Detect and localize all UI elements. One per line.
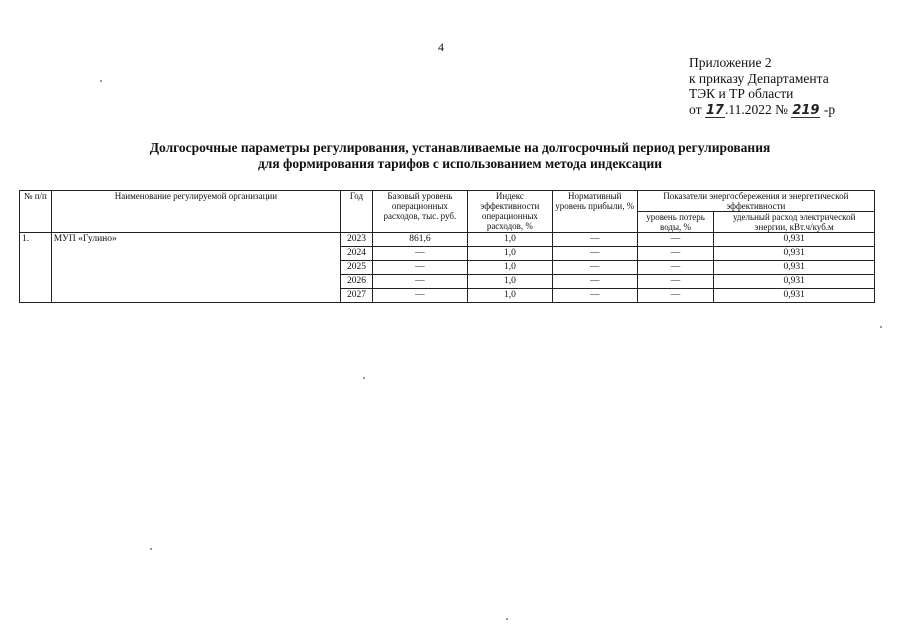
scan-speck [506, 618, 508, 620]
cell-electric: 0,931 [714, 275, 875, 289]
appendix-line-3: ТЭК и ТР области [689, 86, 794, 101]
org-number: 1. [20, 233, 52, 303]
cell-profit: — [552, 233, 637, 247]
header-num: № п/п [20, 191, 52, 233]
cell-year: 2026 [341, 275, 373, 289]
cell-profit: — [552, 247, 637, 261]
header-profit: Нормативный уровень прибыли, % [552, 191, 637, 233]
cell-index: 1,0 [467, 247, 552, 261]
appendix-line-1: Приложение 2 [689, 55, 772, 70]
appendix-block [689, 55, 835, 118]
cell-electric: 0,931 [714, 247, 875, 261]
cell-losses: — [637, 233, 714, 247]
handwritten-order-number: 219 [792, 102, 820, 118]
scan-speck [363, 377, 365, 379]
cell-electric: 0,931 [714, 233, 875, 247]
cell-profit: — [552, 275, 637, 289]
scan-speck [150, 548, 152, 550]
header-index: Индекс эффективности операционных расходов, % [467, 191, 552, 233]
header-org: Наименование регулируемой организации [51, 191, 340, 233]
header-losses: уровень потерь воды, % [637, 212, 714, 233]
cell-base: — [372, 275, 467, 289]
cell-losses: — [637, 261, 714, 275]
date-prefix: от [689, 101, 702, 117]
handwritten-day: 17 [705, 102, 724, 118]
header-energy-group: Показатели энергосбережения и энергетической эффективности [637, 191, 874, 212]
title-line-2: для формирования тарифов с использованием метода индексации [257, 156, 663, 171]
cell-year: 2025 [341, 261, 373, 275]
org-name: МУП «Гулино» [51, 233, 340, 303]
order-suffix: -р [823, 101, 836, 117]
header-base: Базовый уровень операционных расходов, тыс. руб. [372, 191, 467, 233]
cell-electric: 0,931 [714, 289, 875, 303]
header-electric: удельный расход электрической энергии, кВт.ч/куб.м [714, 212, 875, 233]
page-number: 4 [438, 40, 444, 54]
appendix-date-line [689, 102, 835, 118]
document-title [60, 140, 860, 172]
scan-speck [100, 80, 102, 82]
parameters-table [19, 190, 875, 303]
cell-base: — [372, 261, 467, 275]
cell-year: 2023 [341, 233, 373, 247]
cell-index: 1,0 [467, 261, 552, 275]
cell-year: 2027 [341, 289, 373, 303]
cell-profit: — [552, 261, 637, 275]
title-line-1: Долгосрочные параметры регулирования, устанавливаемые на долгосрочный период регулирования [149, 140, 771, 155]
cell-losses: — [637, 275, 714, 289]
cell-base: — [372, 247, 467, 261]
table-row [20, 233, 875, 247]
cell-base: — [372, 289, 467, 303]
cell-index: 1,0 [467, 275, 552, 289]
header-year: Год [341, 191, 373, 233]
cell-base: 861,6 [372, 233, 467, 247]
appendix-line-2: к приказу Департамента [689, 70, 829, 86]
cell-index: 1,0 [467, 289, 552, 303]
cell-losses: — [637, 289, 714, 303]
date-rest: .11.2022 № [724, 101, 788, 117]
cell-profit: — [552, 289, 637, 303]
cell-losses: — [637, 247, 714, 261]
scan-speck [880, 326, 882, 328]
cell-index: 1,0 [467, 233, 552, 247]
cell-year: 2024 [341, 247, 373, 261]
cell-electric: 0,931 [714, 261, 875, 275]
